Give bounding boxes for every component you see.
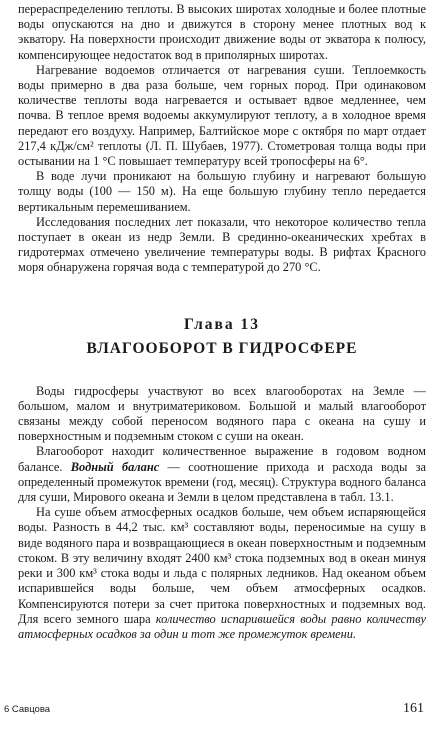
paragraph: Нагревание водоемов отличается от нагревания суши. Теплоемкость воды примерно в два раза больше, чем горных пород. При одинаковом количестве теплоты вода нагревается и остывает вдвое медленнее, чем почва. В теплое время водоемы аккумулируют теплоту, а в холодное время передают его воздуху. Например, Балтийское море с октября по март отдает 217,4 кДж/см² теплоты (Л. П. Шубаев, 1977). Стометровая толща воды при остывании на 1 °С повышает температуру всей тропосферы на 6°.	[18, 62, 426, 169]
paragraph: Воды гидросферы участвуют во всех влагооборотах на Земле — большом, малом и внутриматериковом. Большой и малый влагооборот связаны между собой переносом водяного пара с океана на сушу и поверхностным и подземным стоком с суши на океан.	[18, 383, 426, 444]
chapter-title: ВЛАГООБОРОТ В ГИДРОСФЕРЕ	[86, 339, 358, 357]
text-block-bottom	[18, 384, 426, 642]
page-footer	[4, 701, 424, 717]
paragraph-water-balance	[18, 444, 426, 505]
paragraph: В воде лучи проникают на большую глубину и нагревают большую толщу воды (100 — 150 м). На еще большую глубину тепло передается вертикальным перемешиванием.	[18, 169, 426, 214]
paragraph: перераспределению теплоты. В высоких широтах холодные и более плотные воды опускаются на дно и движутся в сторону менее плотных вод к экватору. На поверхности происходит движение воды от экватора к полюсу, компенсирующее недостаток вод в приполярных широтах.	[18, 2, 426, 62]
page-number: 161	[403, 701, 424, 716]
chapter-label: Глава 13	[183, 315, 261, 333]
text-run: На суше объем атмосферных осадков больше, чем объем испаряющейся воды. Разность в 44,2 тыс. км³ составляют воды, переносимые на сушу в виде водяного пара и возвращающиеся в океан поверхностным и подземным стоком. В эту величину входят 2400 км³ стока подземных вод в океан минуя реки и 300 км³ стока воды и льда с полярных ледников. Над океаном объем испарившейся воды больше, чем объем атмосферных осадков. Компенсируются потери за счет притока поверхностных и подземных вод. Для всего земного шара	[18, 505, 426, 626]
text-block-top	[18, 2, 426, 276]
paragraph: Исследования последних лет показали, что некоторое количество тепла поступает в океан из недр Земли. В срединно-океанических хребтах в гидротермах отмечено увеличение температуры воды. В рифтах Красного моря обнаружена горячая вода с температурой до 270 °С.	[18, 214, 426, 275]
printer-signature: 6 Савцова	[4, 704, 51, 715]
text-run: — соотношение прихода и расхода воды за определенный промежуток времени (год, месяц). Структура водного баланса для суши, Мирового океана и Земли в целом представлена в табл. 13.1.	[18, 459, 426, 505]
paragraph-precipitation	[18, 505, 426, 642]
italic-statement: количество испарившейся воды равно количеству атмосферных осадков за один и тот же промежуток времени.	[18, 611, 426, 641]
term-water-balance: Водный баланс	[70, 459, 160, 474]
text-run: Влагооборот находит количественное выражение в годовом водном балансе.	[18, 444, 426, 474]
